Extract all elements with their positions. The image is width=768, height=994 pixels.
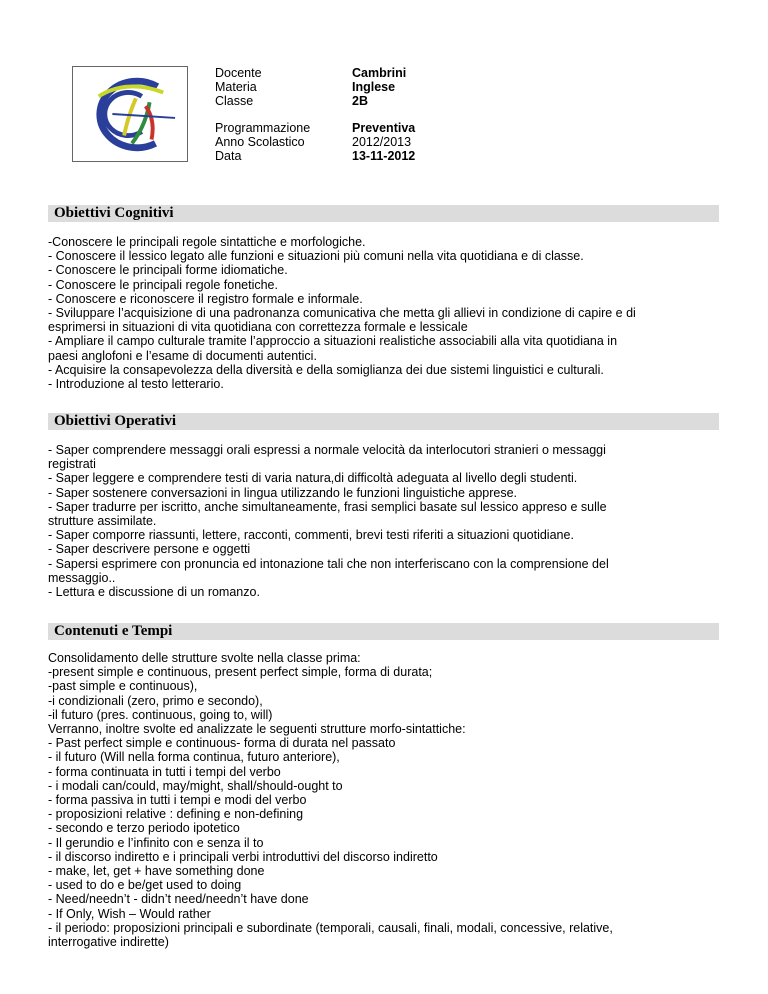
text-line: - If Only, Wish – Would rather — [48, 906, 211, 921]
value-anno-scolastico: 2012/2013 — [352, 135, 412, 149]
label-programmazione: Programmazione — [215, 121, 311, 135]
school-logo — [72, 66, 188, 162]
text-line: - Conoscere le principali forme idiomatiche. — [48, 263, 288, 278]
label-materia: Materia — [215, 80, 257, 94]
header-values-b — [352, 121, 415, 163]
text-line: -i condizionali (zero, primo e secondo), — [48, 693, 263, 708]
text-line: - Saper comprendere messaggi orali espressi a normale velocità da interlocutori stranieri o messaggi — [48, 443, 606, 457]
text-line: - il futuro (Will nella forma continua, futuro anteriore), — [48, 750, 340, 765]
text-line: - Need/needn’t - didn’t need/needn’t have done — [48, 892, 309, 907]
text-line: - make, let, get + have something done — [48, 864, 265, 879]
label-classe: Classe — [215, 94, 254, 108]
text-line: messaggio.. — [48, 570, 116, 585]
text-line: - Ampliare il campo culturale tramite l’approccio a situazioni realistiche associabili alla vita quotidiana in — [48, 334, 618, 349]
value-programmazione: Preventiva — [352, 121, 416, 135]
label-data: Data — [215, 149, 242, 163]
text-line: - Conoscere le principali regole fonetiche. — [48, 277, 278, 292]
section-body-cognitivi — [48, 235, 728, 391]
text-line: - Past perfect simple e continuous- forma di durata nel passato — [48, 736, 396, 751]
text-line: Consolidamento delle strutture svolte nella classe prima: — [48, 651, 361, 665]
text-line: -present simple e continuous, present perfect simple, forma di durata; — [48, 665, 433, 680]
label-anno-scolastico: Anno Scolastico — [215, 135, 305, 149]
header-labels-a — [215, 66, 262, 108]
text-line: - il discorso indiretto e i principali verbi introduttivi del discorso indiretto — [48, 849, 438, 864]
text-line: paesi anglofoni e l’esame di documenti autentici. — [48, 348, 317, 363]
text-line: - proposizioni relative : defining e non-defining — [48, 807, 304, 822]
text-line: - il periodo: proposizioni principali e subordinate (temporali, causali, finali, modali, concessive, relative, — [48, 920, 613, 935]
text-line: - Saper leggere e comprendere testi di varia natura,di difficoltà adeguata al livello degli studenti. — [48, 471, 578, 486]
text-line: esprimersi in situazioni di vita quotidiana con correttezza formale e lessicale — [48, 320, 468, 335]
text-line: Verranno, inoltre svolte ed analizzate le seguenti strutture morfo-sintattiche: — [48, 722, 466, 737]
value-classe: 2B — [352, 94, 368, 108]
text-line: -past simple e continuous), — [48, 679, 198, 694]
value-data: 13-11-2012 — [352, 149, 416, 163]
section-heading-operativi: Obiettivi Operativi — [48, 413, 719, 430]
text-line: - Saper sostenere conversazioni in lingua utilizzando le funzioni linguistiche apprese. — [48, 485, 518, 500]
text-line: - forma continuata in tutti i tempi del verbo — [48, 764, 281, 779]
text-line: registrati — [48, 457, 96, 472]
text-line: - used to do e be/get used to doing — [48, 878, 242, 893]
header-values-a — [352, 66, 406, 108]
label-docente: Docente — [215, 66, 262, 80]
text-line: strutture assimilate. — [48, 514, 157, 529]
text-line: interrogative indirette) — [48, 935, 169, 950]
text-line: - Conoscere e riconoscere il registro formale e informale. — [48, 291, 363, 306]
section-body-operativi — [48, 443, 728, 599]
text-line: - Lettura e discussione di un romanzo. — [48, 585, 260, 600]
text-line: - forma passiva in tutti i tempi e modi del verbo — [48, 793, 307, 808]
value-docente: Cambrini — [352, 66, 407, 80]
text-line: - Saper tradurre per iscritto, anche simultaneamente, frasi semplici basate sul lessico appreso e sulle — [48, 499, 607, 514]
section-heading-cognitivi: Obiettivi Cognitivi — [48, 205, 719, 222]
text-line: -Conoscere le principali regole sintattiche e morfologiche. — [48, 235, 366, 249]
section-heading-contenuti: Contenuti e Tempi — [48, 623, 719, 640]
text-line: - Sviluppare l’acquisizione di una padronanza comunicativa che metta gli allievi in condizione di capire e di — [48, 306, 636, 321]
text-line: - Acquisire la consapevolezza della diversità e della somiglianza dei due sistemi linguistici e culturali. — [48, 362, 604, 377]
section-body-contenuti — [48, 651, 728, 949]
value-materia: Inglese — [352, 80, 396, 94]
text-line: - Sapersi esprimere con pronuncia ed intonazione tali che non interferiscano con la comprensione del — [48, 556, 609, 571]
text-line: -il futuro (pres. continuous, going to, will) — [48, 707, 273, 722]
text-line: - Saper comporre riassunti, lettere, racconti, commenti, brevi testi riferiti a situazioni quotidiane. — [48, 528, 574, 543]
text-line: - i modali can/could, may/might, shall/should-ought to — [48, 778, 343, 793]
header-labels-b — [215, 121, 310, 163]
text-line: - secondo e terzo periodo ipotetico — [48, 821, 240, 836]
text-line: - Conoscere il lessico legato alle funzioni e situazioni più comuni nella vita quotidiana e di classe. — [48, 249, 584, 264]
text-line: - Introduzione al testo letterario. — [48, 377, 224, 392]
text-line: - Il gerundio e l’infinito con e senza il to — [48, 835, 264, 850]
text-line: - Saper descrivere persone e oggetti — [48, 542, 251, 557]
school-logo-icon — [73, 67, 187, 161]
